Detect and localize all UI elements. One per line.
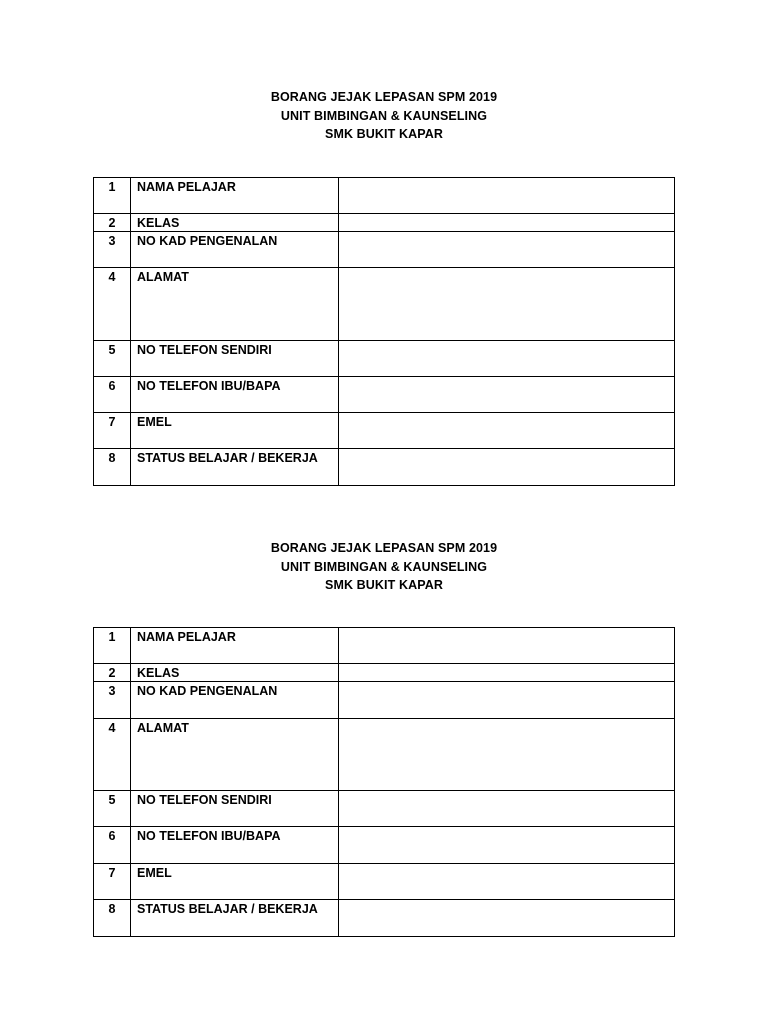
form-unit: UNIT BIMBINGAN & KAUNSELING — [280, 108, 488, 123]
row-number: 4 — [94, 719, 131, 791]
row-label: KELAS — [131, 214, 339, 232]
row-number: 8 — [94, 900, 131, 937]
row-value-field[interactable] — [339, 664, 675, 682]
table-row — [94, 377, 675, 413]
form-title: BORANG JEJAK LEPASAN SPM 2019 — [270, 90, 498, 104]
row-value-field[interactable] — [339, 178, 675, 214]
table-row — [94, 900, 675, 937]
table-row — [94, 449, 675, 486]
row-number: 6 — [94, 377, 131, 413]
row-label: EMEL — [131, 864, 339, 900]
row-number: 2 — [94, 214, 131, 232]
row-number: 7 — [94, 864, 131, 900]
table-row — [94, 827, 675, 864]
form-school: SMK BUKIT KAPAR — [325, 127, 443, 141]
row-label: NO TELEFON SENDIRI — [131, 341, 339, 377]
row-label: STATUS BELAJAR / BEKERJA — [131, 449, 339, 486]
form-table — [93, 627, 675, 937]
row-number: 2 — [94, 664, 131, 682]
table-row — [94, 341, 675, 377]
row-value-field[interactable] — [339, 900, 675, 937]
form-table — [93, 177, 675, 486]
row-number: 5 — [94, 341, 131, 377]
row-number: 4 — [94, 268, 131, 341]
row-label: KELAS — [131, 664, 339, 682]
row-value-field[interactable] — [339, 214, 675, 232]
table-row — [94, 232, 675, 268]
row-value-field[interactable] — [339, 232, 675, 268]
row-number: 3 — [94, 232, 131, 268]
row-value-field[interactable] — [339, 628, 675, 664]
row-label: NAMA PELAJAR — [131, 178, 339, 214]
table-row — [94, 864, 675, 900]
row-label: NO KAD PENGENALAN — [131, 682, 339, 719]
form-unit: UNIT BIMBINGAN & KAUNSELING — [280, 559, 488, 574]
row-label: NO TELEFON SENDIRI — [131, 791, 339, 827]
row-number: 6 — [94, 827, 131, 864]
row-value-field[interactable] — [339, 682, 675, 719]
table-row — [94, 719, 675, 791]
form-school: SMK BUKIT KAPAR — [325, 578, 443, 592]
row-value-field[interactable] — [339, 413, 675, 449]
table-row — [94, 178, 675, 214]
row-number: 8 — [94, 449, 131, 486]
row-label: ALAMAT — [131, 719, 339, 791]
table-row — [94, 413, 675, 449]
table-row — [94, 682, 675, 719]
row-number: 3 — [94, 682, 131, 719]
row-value-field[interactable] — [339, 719, 675, 791]
row-value-field[interactable] — [339, 268, 675, 341]
row-number: 5 — [94, 791, 131, 827]
row-label: NO KAD PENGENALAN — [131, 232, 339, 268]
form-header — [0, 539, 768, 595]
row-value-field[interactable] — [339, 791, 675, 827]
row-label: ALAMAT — [131, 268, 339, 341]
row-label: EMEL — [131, 413, 339, 449]
row-label: NO TELEFON IBU/BAPA — [131, 377, 339, 413]
row-value-field[interactable] — [339, 864, 675, 900]
row-value-field[interactable] — [339, 827, 675, 864]
row-label: NAMA PELAJAR — [131, 628, 339, 664]
table-row — [94, 628, 675, 664]
row-value-field[interactable] — [339, 377, 675, 413]
form-title: BORANG JEJAK LEPASAN SPM 2019 — [270, 541, 498, 555]
row-number: 1 — [94, 628, 131, 664]
form-header — [0, 88, 768, 144]
table-row — [94, 791, 675, 827]
row-label: STATUS BELAJAR / BEKERJA — [131, 900, 339, 937]
row-value-field[interactable] — [339, 449, 675, 486]
row-number: 1 — [94, 178, 131, 214]
row-number: 7 — [94, 413, 131, 449]
row-value-field[interactable] — [339, 341, 675, 377]
table-row — [94, 268, 675, 341]
table-row — [94, 214, 675, 232]
row-label: NO TELEFON IBU/BAPA — [131, 827, 339, 864]
table-row — [94, 664, 675, 682]
